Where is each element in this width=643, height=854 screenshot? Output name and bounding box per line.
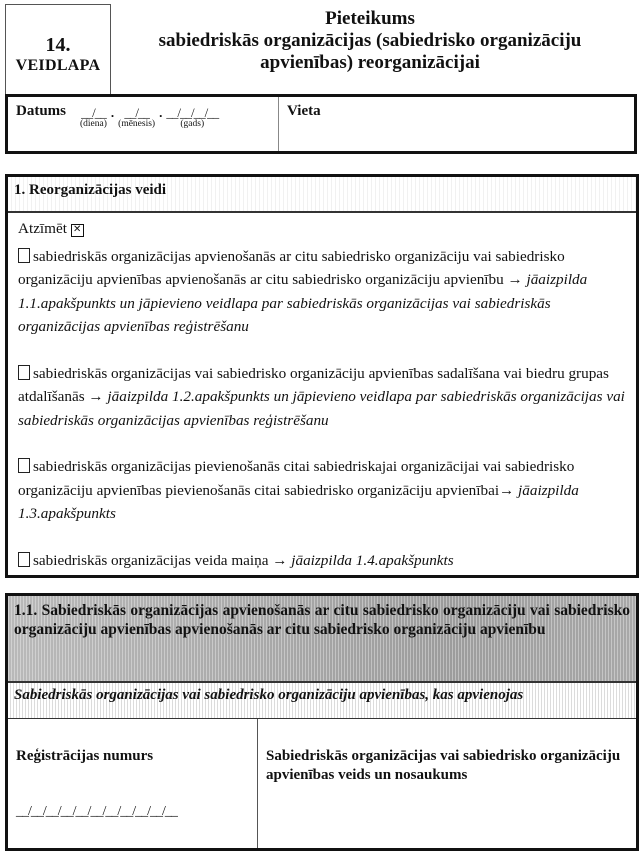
month-blank[interactable]: __/__ — [124, 105, 149, 120]
month-field[interactable] — [118, 106, 155, 130]
option-merge — [18, 245, 626, 339]
registration-number-label: Reģistrācijas numurs — [16, 748, 154, 764]
checkbox-type-change[interactable] — [18, 552, 30, 567]
place-cell[interactable] — [279, 97, 634, 151]
section-reorganization-types — [5, 174, 639, 578]
form-number-box — [5, 4, 111, 94]
checked-box-icon: ✕ — [71, 224, 84, 237]
date-place-box — [5, 94, 637, 154]
checkbox-merge[interactable] — [18, 248, 30, 263]
date-field[interactable] — [80, 106, 218, 130]
day-field[interactable] — [80, 106, 107, 130]
org-type-name-label: Sabiedriskās organizācijas vai sabiedrisko organizāciju apvienības veids un nosaukums — [266, 748, 621, 783]
section-1-heading: 1. Reorganizācijas veidi — [8, 177, 636, 213]
mark-instruction — [18, 217, 626, 241]
option-text: sabiedriskās organizācijas pievienošanās citai sabiedriskajai organizācijai vai sabiedrisko organizāciju apvienības pievienošanās citai sabiedrisko organizāciju apvienībai→ — [18, 458, 575, 499]
option-type-change — [18, 549, 626, 573]
section-1-1-heading: 1.1. Sabiedriskās organizācijas apvienošanās ar citu sabiedrisko organizāciju vai sabiedrisko organizāciju apvienības apvienošanās ar citu sabiedrisko organizāciju apvienību — [8, 596, 636, 683]
checkbox-join[interactable] — [18, 458, 30, 473]
date-separator: . — [159, 105, 163, 120]
date-label: Datums — [16, 103, 67, 119]
option-join — [18, 455, 626, 526]
option-instruction: jāaizpilda 1.4.apakšpunkts — [291, 551, 454, 569]
section-1-1-subheading: Sabiedriskās organizācijas vai sabiedrisko organizāciju apvienības, kas apvienojas — [8, 683, 636, 719]
option-text: sabiedriskās organizācijas vai sabiedrisko organizāciju apvienības sadalīšana vai biedru grupas atdalīšanās → — [18, 364, 609, 405]
org-type-name-cell[interactable] — [258, 719, 636, 848]
title-line-1: Pieteikums — [325, 8, 415, 29]
form-label: VEIDLAPA — [15, 56, 101, 74]
checkbox-split[interactable] — [18, 365, 30, 380]
registration-number-blank[interactable]: __/__/__/__/__/__/__/__/__/__/__ — [16, 804, 177, 819]
registration-number-cell[interactable] — [8, 719, 258, 848]
year-blank[interactable]: __/__/__/__ — [166, 105, 219, 120]
year-field[interactable] — [166, 106, 218, 130]
option-text: sabiedriskās organizācijas apvienošanās ar citu sabiedrisko organizāciju vai sabiedrisko organizāciju apvienības apvienošanās ar citu sabiedrisko organizāciju apvienību → — [18, 247, 565, 288]
option-text: sabiedriskās organizācijas veida maiņa → — [33, 551, 292, 569]
option-instruction: jāaizpilda 1.1.apakšpunkts un jāpievieno veidlapa par sabiedriskās organizācijas vai sabiedriskās organizācijas apvienības reģistrēšanu — [18, 271, 588, 335]
title-line-3: apvienības) reorganizācijai — [260, 52, 480, 73]
option-instruction: jāaizpilda 1.3.apakšpunkts — [18, 481, 579, 522]
form-number: 14. — [45, 33, 71, 56]
option-split — [18, 362, 626, 433]
option-instruction: jāaizpilda 1.2.apakšpunkts un jāpievieno veidlapa par sabiedriskās organizācijas vai sabiedriskās organizācijas apvienības reģistrēšanu — [18, 388, 625, 429]
day-hint: (diena) — [80, 119, 107, 129]
day-blank[interactable]: __/__ — [81, 105, 106, 120]
section-1-1-merge — [5, 593, 639, 851]
page-title — [120, 8, 620, 74]
title-line-2: sabiedriskās organizācijas (sabiedrisko organizāciju — [158, 30, 582, 51]
date-separator: . — [110, 105, 115, 120]
place-label: Vieta — [287, 103, 321, 119]
month-hint: (mēnesis) — [118, 119, 156, 129]
year-hint: (gads) — [180, 119, 205, 129]
mark-label: Atzīmēt — [18, 220, 67, 237]
date-cell — [8, 97, 279, 151]
